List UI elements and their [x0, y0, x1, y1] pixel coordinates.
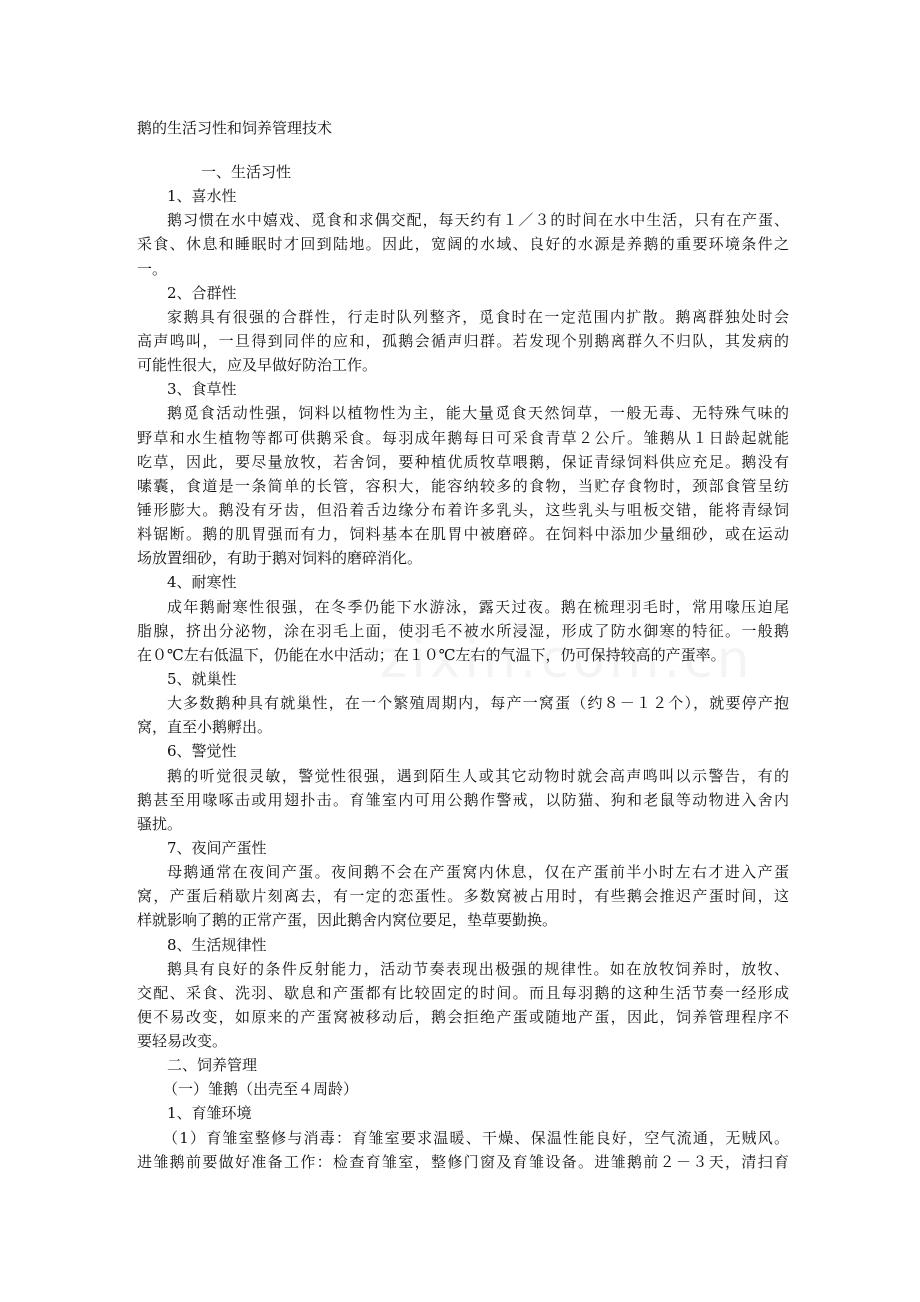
section-heading: [137, 933, 789, 957]
paragraph: [137, 691, 789, 739]
paragraph: [137, 401, 789, 570]
text-line: 3、食草性: [167, 380, 237, 399]
paragraph: [137, 208, 789, 280]
document-title: 鹅的生活习性和饲养管理技术: [137, 119, 333, 137]
text-line: 可能性很大，应及早做好防治工作。: [137, 356, 378, 375]
section-heading: [137, 739, 789, 763]
text-line: 鹅习惯在水中嬉戏、觅食和求偶交配，每天约有１／３的时间在水中生活，只有在产蛋、: [167, 211, 789, 230]
section-heading: [137, 1053, 789, 1077]
text-line: 样就影响了鹅的正常产蛋，因此鹅舍内窝位要足，垫草要勤换。: [137, 911, 558, 930]
text-line: 料锯断。鹅的肌胃强而有力，饲料基本在肌胃中被磨碎。在饲料中添加少量细砂，或在运动: [137, 525, 789, 544]
section-heading: [137, 1077, 789, 1101]
text-line: 鹅的听觉很灵敏，警觉性很强，遇到陌生人或其它动物时就会高声鸣叫以示警告，有的: [167, 766, 789, 785]
text-line: 场放置细砂，有助于鹅对饲料的磨碎消化。: [137, 549, 423, 568]
text-line: 5、就巢性: [167, 669, 237, 688]
section-heading: [137, 570, 789, 594]
text-line: 嗉囊，食道是一条简单的长管，容积大，能容纳较多的食物，当贮存食物时，颈部食管呈纺: [137, 476, 789, 495]
text-line: 高声鸣叫，一旦得到同伴的应和，孤鹅会循声归群。若发现个别鹅离群久不归队，其发病的: [137, 331, 789, 350]
text-line: 二、饲养管理: [167, 1056, 258, 1075]
text-line: 大多数鹅种具有就巢性，在一个繁殖周期内，每产一窝蛋（约８－１２个），就要停产抱: [167, 694, 789, 713]
text-line: 在０℃左右低温下，仍能在水中活动；在１０℃左右的气温下，仍可保持较高的产蛋率。: [137, 645, 726, 664]
text-line: 窝，直至小鹅孵出。: [137, 718, 273, 737]
text-line: 母鹅通常在夜间产蛋。夜间鹅不会在产蛋窝内休息，仅在产蛋前半小时左右才进入产蛋: [167, 863, 789, 882]
section-heading: [137, 836, 789, 860]
text-line: 鹅具有良好的条件反射能力，活动节奏表现出极强的规律性。如在放牧饲养时，放牧、: [167, 959, 789, 978]
section-heading: [137, 281, 789, 305]
text-line: 一、生活习性: [201, 163, 292, 181]
text-line: 野草和水生植物等都可供鹅采食。每羽成年鹅每日可采食青草２公斤。雏鹅从１日龄起就能: [137, 428, 789, 447]
text-line: 锤形膨大。鹅没有牙齿，但沿着舌边缘分布着许多乳头，这些乳头与咀板交错，能将青绿饲: [137, 500, 789, 519]
text-line: 1、育雏环境: [167, 1104, 252, 1123]
paragraph: [137, 764, 789, 836]
text-line: 7、夜间产蛋性: [167, 838, 267, 857]
section-heading: [137, 1101, 789, 1125]
text-line: 鹅甚至用喙啄击或用翅扑击。育雏室内可用公鹅作警戒，以防猫、狗和老鼠等动物进入舍内: [137, 790, 789, 809]
text-line: 交配、采食、洗羽、歇息和产蛋都有比较固定的时间。而且每羽鹅的这种生活节奏一经形成: [137, 983, 789, 1002]
text-line: 8、生活规律性: [167, 935, 267, 954]
text-line: （1）育雏室整修与消毒：育雏室要求温暖、干燥、保温性能良好，空气流通，无贼风。: [163, 1128, 789, 1147]
text-line: 成年鹅耐寒性很强，在冬季仍能下水游泳，露天过夜。鹅在梳理羽毛时，常用喙压迫尾: [167, 597, 789, 616]
text-line: 一。: [137, 259, 168, 278]
paragraph: [137, 1126, 789, 1174]
paragraph: [137, 305, 789, 377]
watermark: [380, 630, 754, 690]
text-line: 1、喜水性: [167, 187, 237, 206]
text-line: 鹅觅食活动性强，饲料以植物性为主，能大量觅食天然饲草，一般无毒、无特殊气味的: [167, 404, 789, 423]
text-line: 4、耐寒性: [167, 573, 237, 592]
paragraph: [137, 957, 789, 1054]
text-line: 2、合群性: [167, 283, 237, 302]
section-heading: [137, 160, 789, 184]
text-line: 脂腺，挤出分泌物，涂在羽毛上面，使羽毛不被水所浸湿，形成了防水御寒的特征。一般鹅: [137, 621, 789, 640]
text-line: 吃草，因此，要尽量放牧，若舍饲，要种植优质牧草喂鹅，保证青绿饲料供应充足。鹅没有: [137, 452, 789, 471]
text-line: 家鹅具有很强的合群性，行走时队列整齐，觅食时在一定范围内扩散。鹅离群独处时会: [167, 307, 789, 326]
text-line: 骚扰。: [137, 814, 183, 833]
text-line: 进雏鹅前要做好准备工作：检查育雏室，整修门窗及育雏设备。进雏鹅前２－３天，清扫育: [137, 1152, 789, 1171]
text-line: 便不易改变，如原来的产蛋窝被移动后，鹅会拒绝产蛋或随地产蛋，因此，饲养管理程序不: [137, 1007, 789, 1026]
text-line: 采食、休息和睡眠时才回到陆地。因此，宽阔的水域、良好的水源是养鹅的重要环境条件之: [137, 235, 789, 254]
text-line: 窝，产蛋后稍歇片刻离去，有一定的恋蛋性。多数窝被占用时，有些鹅会推迟产蛋时间，这: [137, 887, 789, 906]
text-line: （一）雏鹅（出壳至４周龄）: [163, 1080, 359, 1099]
text-line: 6、警觉性: [167, 742, 237, 761]
section-heading: [137, 377, 789, 401]
section-heading: [137, 184, 789, 208]
paragraph: [137, 860, 789, 932]
text-line: 要轻易改变。: [137, 1032, 228, 1051]
